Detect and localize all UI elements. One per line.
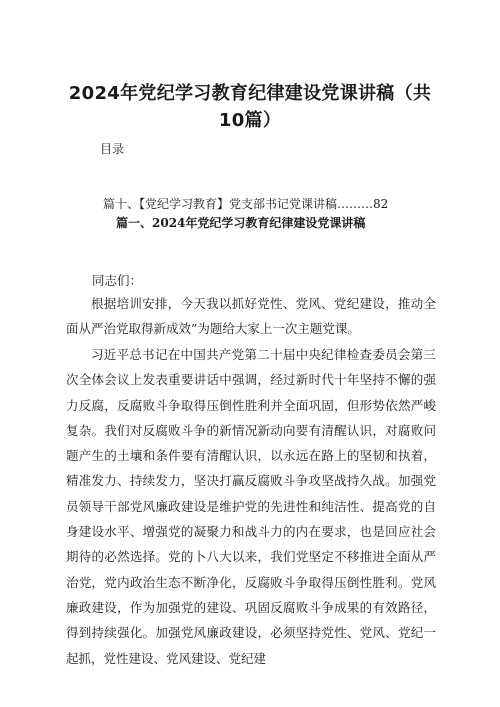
toc-entry-10[interactable]: 篇十、【党纪学习教育】党支部书记党课讲稿………82 (103, 197, 389, 211)
document-title: 2024年党纪学习教育纪律建设党课讲稿（共10篇） (68, 83, 432, 131)
section-heading: 篇一、2024年党纪学习教育纪律建设党课讲稿 (116, 216, 366, 230)
toc-heading: 目录 (100, 142, 125, 156)
salutation: 同志们： (92, 273, 143, 288)
body-paragraph-1: 根据培训安排，今天我以抓好党性、党风、党纪建设，推动全面从严治党取得新成效”为题给大家上一次主题党课。 (66, 296, 436, 337)
body-paragraph-2: 习近平总书记在中国共产党第二十届中央纪律检查委员会第三次全体会议上发表重要讲话中强调，经过新时代十年坚持不懈的强力反腐，反腐败斗争取得压倒性胜利并全面巩固，但形势依然严峻复杂。我们对反腐败斗争的新情况新动向要有清醒认识，对腐败问题产生的土壤和条件要有清醒认识，以永远在路上的坚韧和执着，精准发力、持续发力，坚决打赢反腐败斗争攻坚战持久战。加强党员领导干部党风廉政建设是维护党的先进性和纯洁性、提高党的自身建设水平、增强党的凝聚力和战斗力的内在要求，也是回应社会期待的必然选择。党的卜八大以来，我们党坚定不移推进全面从严治党，党内政治生态不断净化，反腐败斗争取得压倒性胜利。党风廉政建设，作为加强党的建设、巩固反腐败斗争成果的有效路径，得到持续强化。加强党风廉政建设，必须坚持党性、党风、党纪一起抓，党性建设、党风建设、党纪建 (66, 347, 436, 666)
